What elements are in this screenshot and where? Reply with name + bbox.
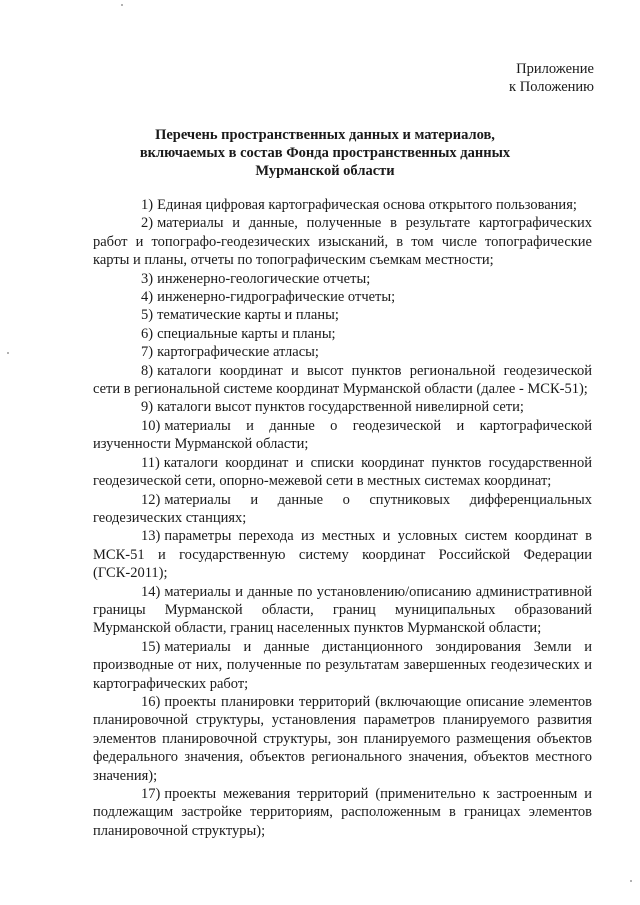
item-text: инженерно-гидрографические отчеты; — [157, 289, 396, 306]
list-item — [93, 638, 592, 693]
item-text: инженерно-геологические отчеты; — [157, 270, 371, 287]
item-text: проекты планировки территорий (включающие описание элементов планировочной структуры, установления параметров планируемого развития элементов планировочной структуры, зон планируемого размещения объектов федерального значения, объектов регионального значения, объектов местного значения); — [93, 693, 592, 784]
item-text: проекты межевания территорий (применительно к застроенным и подлежащим застройке территориям, расположенным в границах элементов планировочной структуры); — [93, 786, 592, 839]
item-number: 2) — [141, 215, 154, 232]
item-text: материалы и данные по установлению/описанию административной границы Мурманской области, границ муниципальных образований Мурманской области, границ населенных пунктов Мурманской области; — [93, 583, 592, 637]
item-text: каталоги координат и высот пунктов региональной геодезической сети в региональной системе координат Мурманской области (далее - МСК-51); — [93, 362, 592, 398]
list-item — [93, 693, 592, 785]
item-text: специальные карты и планы; — [157, 325, 336, 342]
item-number: 6) — [141, 325, 154, 342]
list-item — [93, 491, 592, 528]
list-item — [93, 288, 592, 306]
item-text: материалы и данные дистанционного зондирования Земли и производные от них, полученные по результатам завершенных геодезических и картографических работ; — [93, 638, 592, 692]
appendix-line-1: Приложение — [516, 61, 594, 77]
item-number: 16) — [141, 693, 161, 710]
scan-speck — [121, 4, 123, 6]
item-text: материалы и данные о спутниковых дифференциальных геодезических станциях; — [93, 491, 592, 526]
scan-speck — [7, 352, 9, 354]
document-title — [90, 126, 560, 180]
scan-speck — [630, 880, 632, 882]
item-text: картографические атласы; — [157, 344, 319, 361]
item-text: параметры перехода из местных и условных систем координат в МСК-51 и государственную систему координат Российской Федерации (ГСК-2011); — [93, 528, 592, 582]
item-number: 9) — [141, 399, 154, 416]
list-item — [93, 417, 592, 454]
list-item — [93, 270, 592, 288]
item-number: 15) — [141, 638, 161, 655]
item-number: 11) — [141, 454, 160, 471]
item-number: 13) — [141, 528, 161, 545]
list-item — [93, 398, 592, 416]
item-text: Единая цифровая картографическая основа открытого пользования; — [157, 197, 577, 213]
item-text: материалы и данные о геодезической и картографической изученности Мурманской области; — [93, 417, 592, 453]
item-number: 17) — [141, 786, 161, 802]
item-number: 1) — [141, 197, 154, 213]
item-number: 12) — [141, 491, 161, 508]
list-item — [93, 583, 592, 638]
list-item — [93, 362, 592, 399]
title-line-2: включаемых в состав Фонда пространственных данных — [139, 145, 511, 161]
item-number: 10) — [141, 417, 161, 434]
item-number: 14) — [141, 583, 161, 600]
list-item — [93, 214, 592, 269]
item-number: 4) — [141, 289, 154, 306]
item-text: каталоги координат и списки координат пунктов государственной геодезической сети, опорно-межевой сети в местных системах координат; — [93, 454, 592, 490]
item-text: материалы и данные, полученные в результате картографических работ и топографо-геодезических изысканий, в том числе топографические карты и планы, отчеты по топографическим съемкам местности; — [93, 215, 592, 269]
list-item — [93, 527, 592, 582]
list-item — [93, 325, 592, 343]
item-number: 5) — [141, 307, 154, 324]
list-item — [93, 306, 592, 324]
appendix-header — [509, 60, 594, 96]
item-text: каталоги высот пунктов государственной нивелирной сети; — [157, 399, 524, 416]
list-item — [93, 196, 592, 214]
list-item — [93, 454, 592, 491]
title-line-1: Перечень пространственных данных и материалов, — [155, 127, 495, 143]
item-number: 3) — [141, 270, 154, 287]
items-list — [93, 196, 592, 840]
appendix-line-2: к Положению — [509, 79, 594, 95]
item-text: тематические карты и планы; — [157, 307, 339, 324]
list-item — [93, 343, 592, 361]
item-number: 7) — [141, 344, 154, 361]
title-line-3: Мурманской области — [255, 163, 395, 179]
item-number: 8) — [141, 362, 154, 379]
list-item — [93, 785, 592, 840]
